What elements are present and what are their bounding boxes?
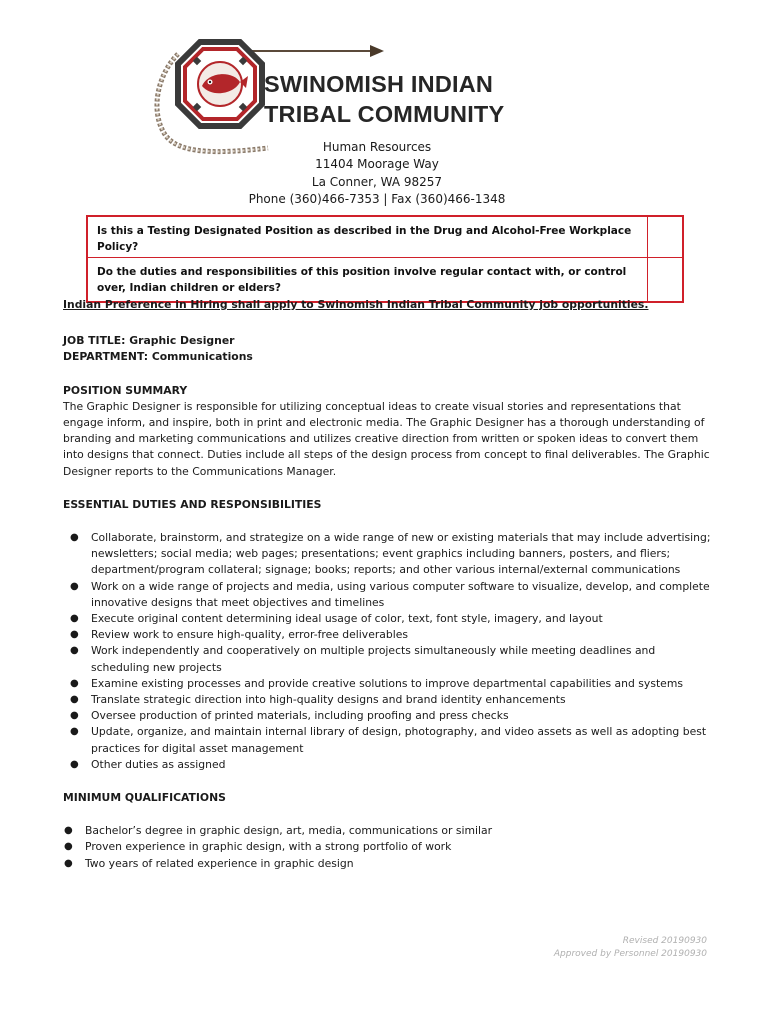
qualifications-list [63, 823, 713, 872]
job-department: DEPARTMENT: Communications [63, 350, 253, 364]
duties-heading: ESSENTIAL DUTIES AND RESPONSIBILITIES [63, 497, 322, 511]
logo-line-2: TRIBAL COMMUNITY [264, 101, 505, 127]
duty-text: Translate strategic direction into high-quality designs and brand identity enhancements [91, 693, 566, 707]
list-item [63, 692, 713, 708]
duty-text: Update, organize, and maintain internal library of design, photography, and video assets as well as adopting best practices for digital asset management [91, 725, 707, 755]
position-summary-heading: POSITION SUMMARY [63, 383, 188, 397]
position-summary-text: The Graphic Designer is responsible for utilizing conceptual ideas to create visual stories and representations that engage inform, and inspire, both in print and electronic media. The Graphic Designer has a thorough understanding of branding and marketing communications and utilizes creative direction from written or spoken ideas to convert them into designs that connect. Duties include all steps of the design process from concept to final deliverables. The Graphic Designer reports to the Communications Manager. [63, 399, 710, 478]
list-item [63, 611, 713, 627]
bullet-icon: ● [70, 726, 79, 738]
address-block [240, 139, 514, 208]
list-item [63, 627, 713, 643]
qualification-text: Bachelor’s degree in graphic design, art, media, communications or similar [85, 824, 493, 838]
answer-box-contact[interactable] [648, 258, 684, 303]
hr-department: Human Resources [322, 140, 432, 154]
duty-text: Execute original content determining ideal usage of color, text, font style, imagery, and layout [91, 612, 603, 626]
phone-fax: Phone (360)466-7353 | Fax (360)466-1348 [248, 191, 506, 206]
list-item [63, 839, 713, 855]
job-description [63, 297, 713, 872]
duty-text: Review work to ensure high-quality, error-free deliverables [91, 628, 409, 642]
bullet-icon: ● [70, 532, 79, 544]
logo-wordmark [264, 69, 534, 129]
bullet-icon: ● [64, 825, 73, 837]
street-address: 11404 Moorage Way [315, 157, 439, 172]
list-item [63, 676, 713, 692]
list-item [63, 823, 713, 839]
duty-text: Examine existing processes and provide creative solutions to improve departmental capabilities and systems [91, 676, 683, 690]
list-item [63, 643, 713, 675]
revision-note [554, 935, 707, 961]
bullet-icon: ● [64, 857, 73, 869]
list-item [63, 579, 713, 611]
answer-box-testing[interactable] [648, 216, 684, 258]
qualification-text: Two years of related experience in graphic design [85, 856, 354, 870]
list-item [63, 856, 713, 872]
revised-date: Revised 20190930 [622, 936, 707, 946]
job-title: JOB TITLE: Graphic Designer [63, 334, 235, 348]
indian-preference-notice: Indian Preference in Hiring shall apply to Swinomish Indian Tribal Community job opportunities. [63, 298, 649, 311]
bullet-icon: ● [70, 694, 79, 706]
duties-list [63, 530, 713, 773]
city-state-zip: La Conner, WA 98257 [311, 174, 443, 189]
table-row [87, 216, 683, 258]
list-item [63, 757, 713, 773]
bullet-icon: ● [70, 677, 79, 689]
question-testing-designated: Is this a Testing Designated Position as described in the Drug and Alcohol-Free Workplace Policy? [87, 216, 648, 258]
position-questions-table [86, 215, 684, 303]
bullet-icon: ● [70, 758, 79, 770]
qualifications-heading: MINIMUM QUALIFICATIONS [63, 791, 226, 805]
bullet-icon: ● [64, 841, 73, 853]
question-contact-children-elders: Do the duties and responsibilities of this position involve regular contact with, or control over, Indian children or elders? [87, 258, 648, 303]
list-item [63, 530, 713, 579]
duty-text: Work on a wide range of projects and media, using various computer software to visualize, develop, and complete innovative designs that meet objectives and timelines [91, 579, 710, 609]
approved-date: Approved by Personnel 20190930 [553, 949, 707, 959]
list-item [63, 708, 713, 724]
duty-text: Other duties as assigned [91, 757, 226, 771]
qualification-text: Proven experience in graphic design, with a strong portfolio of work [85, 840, 452, 854]
duty-text: Oversee production of printed materials, including proofing and press checks [91, 709, 509, 723]
job-info [63, 333, 713, 365]
duty-text: Collaborate, brainstorm, and strategize on a wide range of new or existing materials that may include advertising; newsletters; social media; web pages; presentations; event graphics including banners, posters, and fliers; department/program collateral; signage; books; reports; and other various internal/external communications [91, 531, 711, 577]
logo-line-1: SWINOMISH INDIAN [264, 71, 494, 97]
bullet-icon: ● [70, 710, 79, 722]
bullet-icon: ● [70, 613, 79, 625]
table-row [87, 258, 683, 303]
bullet-icon: ● [70, 629, 79, 641]
bullet-icon: ● [70, 645, 79, 657]
duty-text: Work independently and cooperatively on multiple projects simultaneously while meeting deadlines and scheduling new projects [91, 644, 656, 674]
list-item [63, 724, 713, 756]
bullet-icon: ● [70, 580, 79, 592]
